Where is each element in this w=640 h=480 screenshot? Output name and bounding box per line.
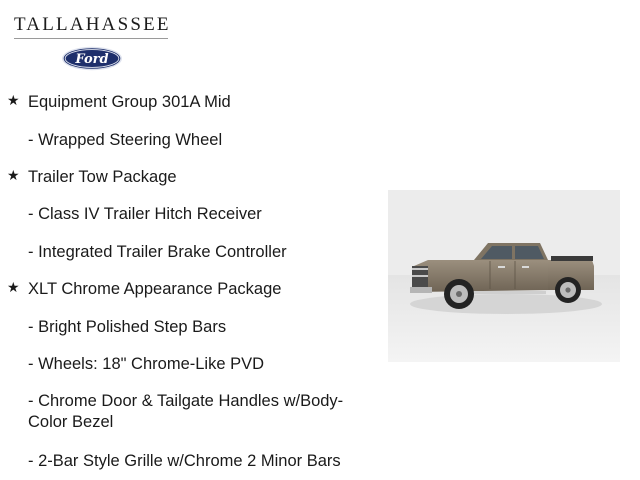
feature-subitem [28,317,358,338]
feature-item [7,92,358,113]
feature-label: XLT Chrome Appearance Package [28,280,282,298]
dealer-name: TALLAHASSEE [14,14,171,35]
feature-label: - Wrapped Steering Wheel [28,131,223,149]
feature-subitem [28,130,358,151]
ford-logo-text: Ford [75,52,109,67]
feature-subitem [28,242,358,263]
feature-label: - 2-Bar Style Grille w/Chrome 2 Minor Bars [28,452,341,470]
feature-label: - Integrated Trailer Brake Controller [28,243,287,261]
feature-label: - Bright Polished Step Bars [28,318,227,336]
feature-subitem [28,204,358,225]
feature-item [7,279,358,300]
feature-label: - Wheels: 18" Chrome-Like PVD [28,355,265,373]
feature-item [7,167,358,188]
star-icon: ★ [7,168,20,184]
feature-label: Trailer Tow Package [28,168,177,186]
star-icon: ★ [7,280,20,296]
star-icon: ★ [7,93,20,109]
truck-photo [388,190,620,362]
feature-subitem [28,451,358,472]
feature-label: - Class IV Trailer Hitch Receiver [28,205,262,223]
pickup-truck-photo [388,190,620,362]
feature-label: Equipment Group 301A Mid [28,93,231,111]
feature-label: - Chrome Door & Tailgate Handles w/Body-Color Bezel [28,392,344,431]
feature-subitem [28,391,348,433]
feature-subitem [28,354,358,375]
